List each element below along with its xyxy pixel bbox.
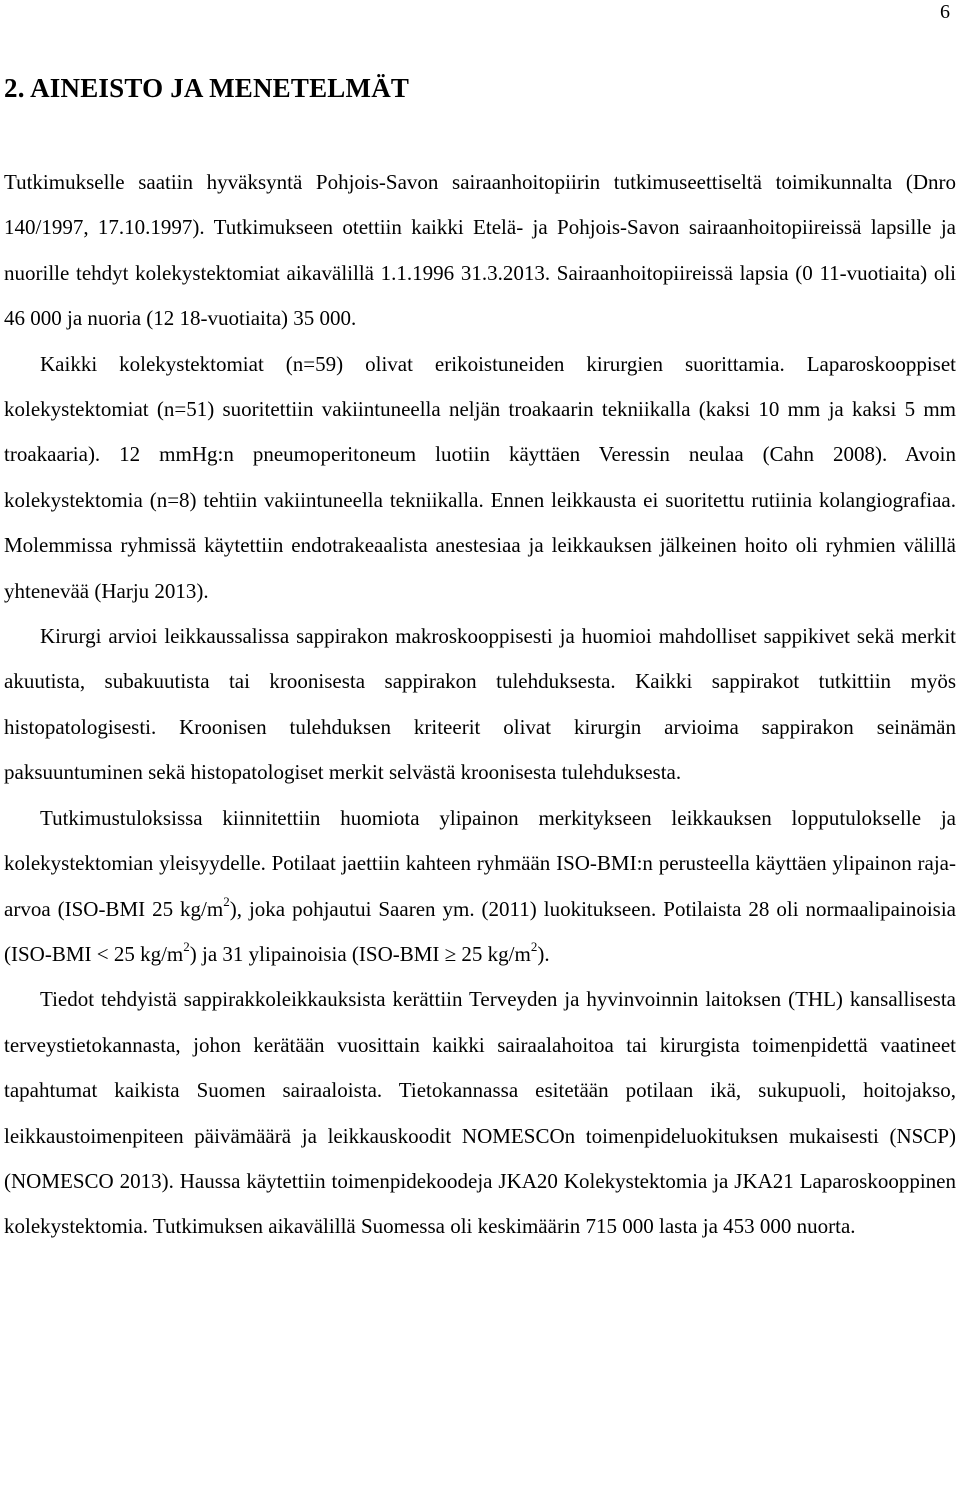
paragraph-surgical-technique: Kaikki kolekystektomiat (n=59) olivat erikoistuneiden kirurgien suorittamia. Laparoskooppiset kolekystektomiat (n=51) suoritettiin vakiintuneella neljän troakaarin tekniikalla (kaksi 10 mm ja kaksi 5 mm troakaaria). 12 mmHg:n pneumoperitoneum luotiin käyttäen Veressin neulaa (Cahn 2008). Avoin kolekystektomia (n=8) tehtiin vakiintuneella tekniikalla. Ennen leikkausta ei suoritettu rutiinia kolangiografiaa. Molemmissa ryhmissä käytettiin endotrakeaalista anestesiaa ja leikkauksen jälkeinen hoito oli ryhmien välillä yhtenevää (Harju 2013). [4,351,956,603]
superscript-2: 2 [183,938,190,954]
paragraph-histopathology: Kirurgi arvioi leikkaussalissa sappirakon makroskooppisesti ja huomioi mahdolliset sappikivet sekä merkit akuutista, subakuutista tai kroonisesta sappirakon tulehduksesta. Kaikki sappirakot tutkittiin myös histopatologisesti. Kroonisen tulehduksen kriteerit olivat kirurgin arvioima sappirakon seinämän paksuuntuminen sekä histopatologiset merkit selvästä kroonisesta tulehduksesta. [4,624,956,785]
paragraph-ethics-approval: Tutkimukselle saatiin hyväksyntä Pohjois-Savon sairaanhoitopiirin tutkimuseettiseltä toimikunnalta (Dnro 140/1997, 17.10.1997). Tutkimukseen otettiin kaikki Etelä- ja Pohjois-Savon sairaanhoitopiireissä lapsille ja nuorille tehdyt kolekystektomiat aikavälillä 1.1.1996 31.3.2013. Sairaanhoitopiireissä lapsia (0 11-vuotiaita) oli 46 000 ja nuoria (12 18-vuotiaita) 35 000. [4,170,956,331]
section-heading: 2. AINEISTO JA MENETELMÄT [4,73,410,103]
bmi-text-part-2: ), joka pohjautui Saaren ym. (2011) luokitukseen. Potilaista 28 oli normaalipainoisia (ISO-BMI < 25 kg/m [4,896,956,966]
document-body [4,160,956,1250]
superscript-2: 2 [530,938,538,954]
paragraph-overweight-bmi [4,796,956,978]
superscript-2: 2 [223,893,230,909]
page-number: 6 [940,1,950,23]
bmi-text-part-4: ). [537,941,550,966]
bmi-text-part-1: Tutkimustuloksissa kiinnitettiin huomiota ylipainon merkitykseen leikkauksen lopputulokselle ja kolekystektomian yleisyydelle. Potilaat jaettiin kahteen ryhmään ISO-BMI:n perusteella käyttäen ylipainon raja-arvoa (ISO-BMI 25 kg/m [4,805,956,921]
paragraph-thl-database: Tiedot tehdyistä sappirakkoleikkauksista kerättiin Terveyden ja hyvinvoinnin laitoksen (THL) kansallisesta terveystietokannasta, johon kerätään vuosittain kaikki sairaalahoitoa tai kirurgista toimenpidettä vaatineet tapahtumat kaikista Suomen sairaaloista. Tietokannassa esitetään potilaan ikä, sukupuoli, hoitojakso, leikkaustoimenpiteen päivämäärä ja leikkauskoodit NOMESCOn toimenpideluokituksen mukaisesti (NSCP) (NOMESCO 2013). Haussa käytettiin toimenpidekoodeja JKA20 Kolekystektomia ja JKA21 Laparoskooppinen kolekystektomia. Tutkimuksen aikavälillä Suomessa oli keskimäärin 715 000 lasta ja 453 000 nuorta. [4,987,956,1239]
bmi-text-part-3: ) ja 31 ylipainoisia (ISO-BMI ≥ 25 kg/m [189,941,531,966]
